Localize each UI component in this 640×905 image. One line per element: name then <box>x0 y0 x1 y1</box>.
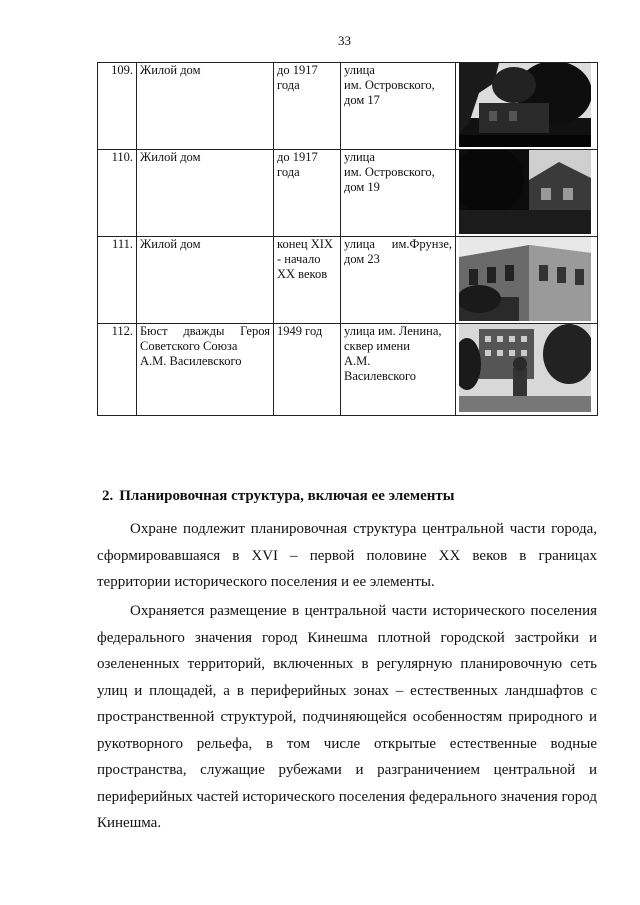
table-row <box>98 150 598 237</box>
address-line: улица <box>344 63 375 77</box>
date-line: до 1917 <box>277 150 318 164</box>
photo-monument-square <box>459 324 591 412</box>
date-line: XX веков <box>277 267 328 281</box>
paragraph-text: Охраняется размещение в центральной части исторического поселения федерального значения город Кинешма плотной городской застройки и озелененных территорий, включенных в регулярную планировочную сеть улиц и площадей, а в периферийных зонах – естественных ландшафтов с пространственной структурой, подчиняющейся особенностям природного и рукотворного рельефа, в том числе открытые естественные водные пространства, служащие рубежами и разграничением центральной и периферийных частей исторического поселения федерального значения город Кинешма. <box>97 603 597 831</box>
object-name <box>137 324 274 416</box>
object-address <box>341 150 456 237</box>
name-line: Советского Союза <box>140 339 238 353</box>
row-number: 109. <box>98 63 137 150</box>
address-line: им. Островского, <box>344 165 435 179</box>
address-line: дом 23 <box>344 252 380 266</box>
address-line: сквер имени <box>344 339 410 353</box>
date-line: года <box>277 165 300 179</box>
address-line: дом 19 <box>344 180 380 194</box>
row-number: 110. <box>98 150 137 237</box>
object-date <box>274 150 341 237</box>
section-number: 2. <box>102 488 114 504</box>
object-photo-cell <box>456 63 598 150</box>
address-line: улица им.Фрунзе, <box>344 237 452 251</box>
date-line: 1949 год <box>277 324 323 338</box>
object-photo-cell <box>456 150 598 237</box>
address-line: А.М. <box>344 354 371 368</box>
row-number: 112. <box>98 324 137 416</box>
paragraph-text: Охране подлежит планировочная структура центральной части города, сформировавшаяся в XVI – первой половине XX веков в границах территории исторического поселения и ее элементы. <box>97 521 597 590</box>
row-number: 111. <box>98 237 137 324</box>
section-title: Планировочная структура, включая ее элементы <box>119 488 455 504</box>
paragraph-1 <box>97 516 597 596</box>
table-row <box>98 63 598 150</box>
paragraph-2 <box>97 598 597 837</box>
address-line: улица им. Ленина, <box>344 324 442 338</box>
object-photo-cell <box>456 237 598 324</box>
object-address <box>341 237 456 324</box>
heritage-objects-table <box>97 62 598 416</box>
photo-tree-house <box>459 63 591 147</box>
date-line: - начало <box>277 252 321 266</box>
address-line: улица <box>344 150 375 164</box>
section-heading <box>102 488 455 505</box>
object-address <box>341 324 456 416</box>
date-line: до 1917 <box>277 63 318 77</box>
date-line: конец XIX <box>277 237 333 251</box>
object-photo-cell <box>456 324 598 416</box>
address-line: Василевского <box>344 369 417 383</box>
table-row <box>98 237 598 324</box>
object-name: Жилой дом <box>137 150 274 237</box>
object-name: Жилой дом <box>137 63 274 150</box>
name-line: Бюст дважды Героя <box>140 324 270 338</box>
object-name: Жилой дом <box>137 237 274 324</box>
address-line: дом 17 <box>344 93 380 107</box>
page-number: 33 <box>338 33 351 48</box>
photo-corner-building <box>459 237 591 321</box>
date-line: года <box>277 78 300 92</box>
object-date <box>274 63 341 150</box>
name-line: А.М. Василевского <box>140 354 242 368</box>
photo-house-dark <box>459 150 591 234</box>
address-line: им. Островского, <box>344 78 435 92</box>
table-row <box>98 324 598 416</box>
object-date <box>274 237 341 324</box>
object-address <box>341 63 456 150</box>
object-date <box>274 324 341 416</box>
